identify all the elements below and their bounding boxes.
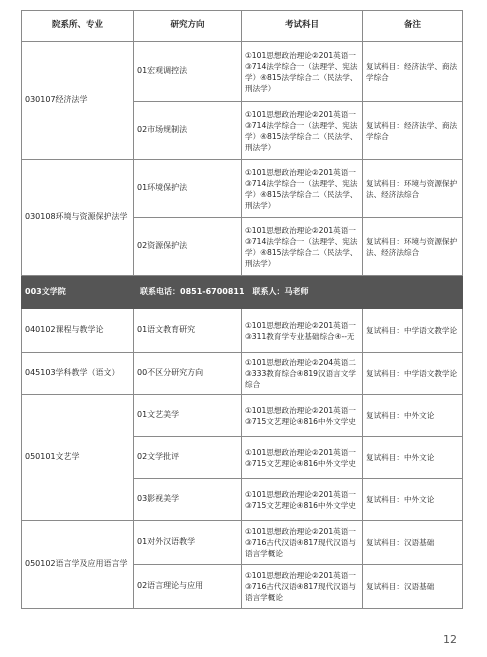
page-number: 12 [443,633,457,646]
subjects-cell: ①101思想政治理论②201英语一③714法学综合一（法理学、宪法学）④815法学综合二（民法学、刑法学） [242,42,363,102]
major-cell: 050101文艺学 [22,395,134,521]
major-cell: 030108环境与资源保护法学 [22,160,134,276]
notes-cell: 复试科目：环境与资源保护法、经济法综合 [363,218,463,276]
subjects-cell: ①101思想政治理论②201英语一③714法学综合一（法理学、宪法学）④815法学综合二（民法学、刑法学） [242,160,363,218]
subjects-cell: ①101思想政治理论②201英语一③716古代汉语④817现代汉语与语言学概论 [242,565,363,609]
direction-cell: 00不区分研究方向 [134,353,242,395]
direction-cell: 02文学批评 [134,437,242,479]
major-cell: 030107经济法学 [22,42,134,160]
subjects-cell: ①101思想政治理论②201英语一③714法学综合一（法理学、宪法学）④815法学综合二（民法学、刑法学） [242,218,363,276]
header-exam-subjects: 考试科目 [242,11,363,42]
notes-cell: 复试科目：中外文论 [363,395,463,437]
table-row [22,309,463,353]
notes-cell: 复试科目：中学语文教学论 [363,353,463,395]
table-row [22,395,463,437]
college-row [22,276,463,309]
header-notes: 备注 [363,11,463,42]
major-cell: 045103学科教学（语文） [22,353,134,395]
subjects-cell: ①101思想政治理论②201英语一③715文艺理论④816中外文学史 [242,395,363,437]
subjects-cell: ①101思想政治理论②201英语一③715文艺理论④816中外文学史 [242,437,363,479]
table-header-row [22,11,463,42]
notes-cell: 复试科目：中学语文教学论 [363,309,463,353]
college-contact: 联系电话：0851-6700811 联系人：马老师 [134,276,463,309]
direction-cell: 02资源保护法 [134,218,242,276]
direction-cell: 03影视美学 [134,479,242,521]
direction-cell: 01环境保护法 [134,160,242,218]
notes-cell: 复试科目：汉语基础 [363,521,463,565]
notes-cell: 复试科目：环境与资源保护法、经济法综合 [363,160,463,218]
direction-cell: 01对外汉语教学 [134,521,242,565]
major-cell: 040102课程与教学论 [22,309,134,353]
table-row [22,42,463,102]
direction-cell: 01语文教育研究 [134,309,242,353]
direction-cell: 02市场规制法 [134,102,242,160]
notes-cell: 复试科目：经济法学、商法学综合 [363,102,463,160]
table-row [22,521,463,565]
admissions-table [21,10,463,609]
subjects-cell: ①101思想政治理论②201英语一③715文艺理论④816中外文学史 [242,479,363,521]
header-direction: 研究方向 [134,11,242,42]
subjects-cell: ①101思想政治理论②204英语二③333教育综合④819汉语言文学综合 [242,353,363,395]
notes-cell: 复试科目：汉语基础 [363,565,463,609]
subjects-cell: ①101思想政治理论②201英语一③714法学综合一（法理学、宪法学）④815法学综合二（民法学、刑法学） [242,102,363,160]
subjects-cell: ①101思想政治理论②201英语一③716古代汉语④817现代汉语与语言学概论 [242,521,363,565]
subjects-cell: ①101思想政治理论②201英语一③311教育学专业基础综合④--无 [242,309,363,353]
direction-cell: 01宏观调控法 [134,42,242,102]
table-row [22,160,463,218]
notes-cell: 复试科目：中外文论 [363,437,463,479]
header-department: 院系所、专业 [22,11,134,42]
college-name: 003文学院 [22,276,134,309]
direction-cell: 01文艺美学 [134,395,242,437]
major-cell: 050102语言学及应用语言学 [22,521,134,609]
notes-cell: 复试科目：中外文论 [363,479,463,521]
direction-cell: 02语言理论与应用 [134,565,242,609]
notes-cell: 复试科目：经济法学、商法学综合 [363,42,463,102]
table-row [22,353,463,395]
